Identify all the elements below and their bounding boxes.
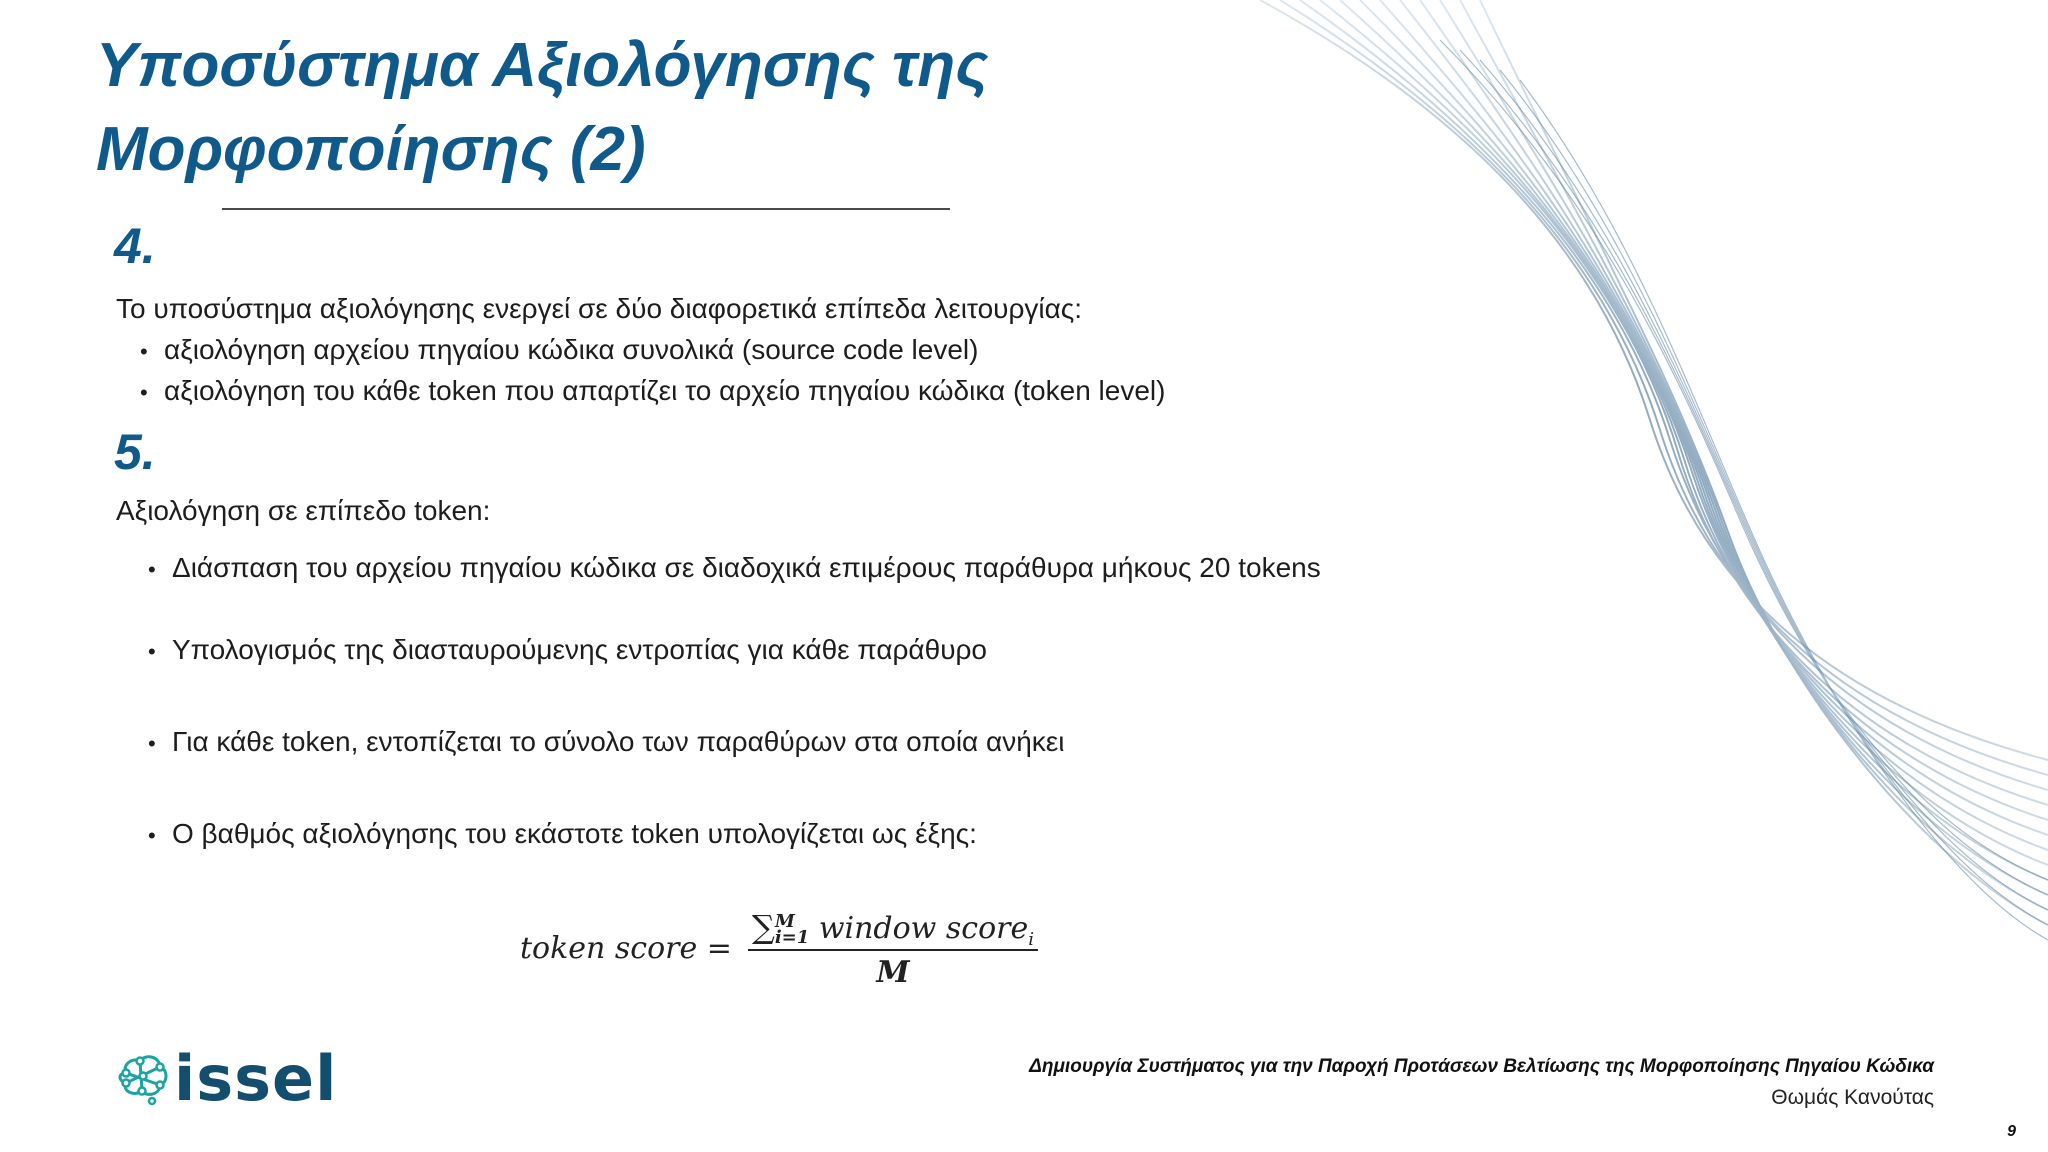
section5-bullet-text: Ο βαθμός αξιολόγησης του εκάστοτε token υπολογίζεται ως έξης: [172,818,977,849]
section4-bullet [140,330,978,372]
bullet-dot-icon: • [148,557,156,582]
section5-bullet-text: Διάσπαση του αρχείου πηγαίου κώδικα σε διαδοχικά επιμέρους παράθυρα μήκους 20 tokens [172,552,1321,583]
bullet-dot-icon: • [140,380,148,405]
section-number-4: 4. [114,218,156,274]
slide-title [96,24,1076,192]
bullet-dot-icon: • [148,823,156,848]
issel-logo [116,1042,338,1115]
section-number-5: 5. [114,424,156,480]
formula-fraction [748,905,1038,995]
slide-title-line2: Μορφοποίησης (2) [96,115,646,184]
sum-lower-limit: i=1 [774,927,810,948]
sum-upper-limit: M [774,911,795,932]
section4-bullet [140,371,1165,413]
formula-denominator: M [876,955,910,990]
page-number: 9 [2007,1123,2016,1140]
section5-intro: Αξιολόγηση σε επίπεδο token: [116,495,491,526]
bullet-dot-icon: • [148,731,156,756]
bullet-dot-icon: • [140,339,148,364]
sigma-symbol: ∑ [751,908,775,946]
formula-numerator [748,905,1038,951]
title-divider [222,208,950,210]
logo-text: issel [174,1042,338,1115]
section4-intro: Το υποσύστημα αξιολόγησης ενεργεί σε δύο διαφορετικά επίπεδα λειτουργίας: [116,293,1083,324]
formula-lhs: token score = [520,931,732,966]
sum-limits [774,911,810,948]
section4-bullet-text: αξιολόγηση του κάθε token που απαρτίζει το αρχείο πηγαίου κώδικα (token level) [164,375,1166,406]
section5-bullet [148,722,1064,764]
network-cloud-icon [116,1051,170,1107]
section5-bullet [148,630,987,672]
footer-author: Θωμάς Κανούτας [1771,1086,1934,1109]
section5-bullet [148,814,977,856]
section5-bullet-text: Για κάθε token, εντοπίζεται το σύνολο των παραθύρων στα οποία ανήκει [172,726,1065,757]
numerator-term: window score [818,911,1029,946]
numerator-subscript: i [1028,929,1035,950]
section5-bullet [148,548,1321,590]
footer-thesis-title: Δημιουργία Συστήματος για την Παροχή Προτάσεων Βελτίωσης της Μορφοποίησης Πηγαίου Κώδικα [1029,1056,1934,1077]
slide-title-line1: Υποσύστημα Αξιολόγησης της [96,31,989,100]
section4-bullet-text: αξιολόγηση αρχείου πηγαίου κώδικα συνολικά (source code level) [164,334,979,365]
bullet-dot-icon: • [148,639,156,664]
section5-bullet-text: Υπολογισμός της διασταυρούμενης εντροπίας για κάθε παράθυρο [172,634,988,665]
